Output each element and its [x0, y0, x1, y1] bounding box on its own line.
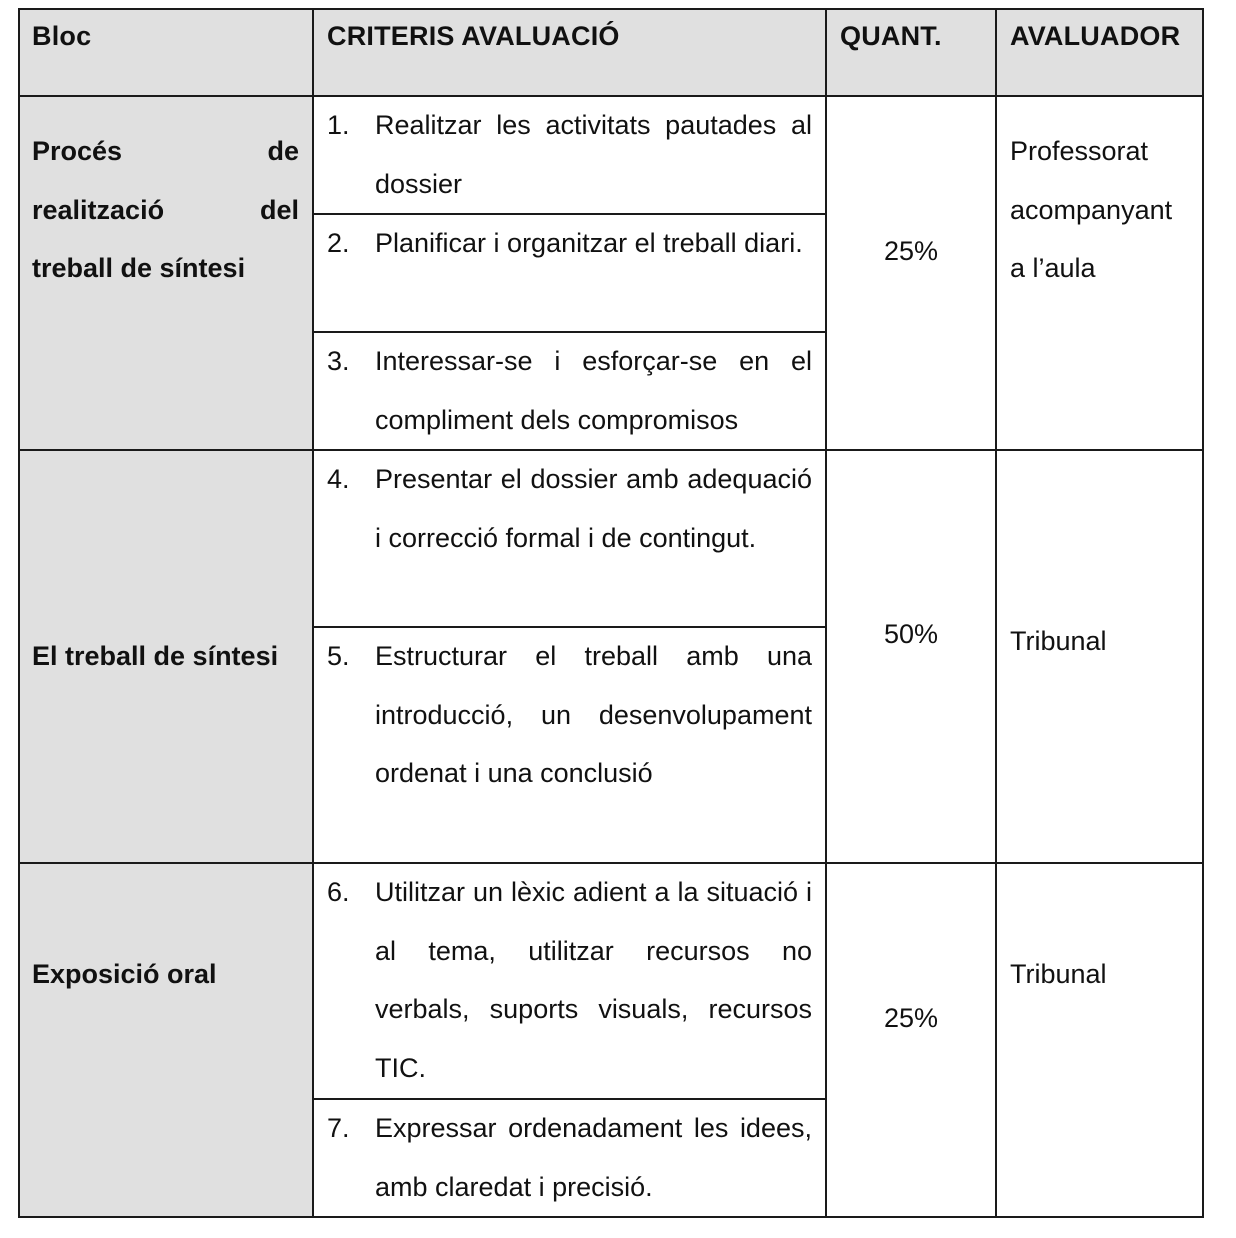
table-border-top: [18, 8, 1204, 10]
criterion-4: [313, 450, 826, 627]
row-3-avaluador: [996, 863, 1204, 1218]
criterion-5-number: 5.: [327, 641, 350, 671]
criterion-7-text: Expressar ordenadament les idees, amb claredat i precisió.: [375, 1113, 812, 1202]
criterion-5-text: Estructurar el treball amb una introducció, un desenvolupament ordenat i una conclusió: [375, 641, 812, 788]
header-divider: [18, 95, 1204, 97]
criterion-2: [313, 214, 826, 332]
row-1-divider: [18, 449, 1204, 451]
header-quant: [826, 8, 996, 96]
row-3-bloc: [18, 863, 313, 1218]
table-border-right: [1202, 8, 1204, 1218]
row-1-avaluador-label: Professorat acompanyant a l’aula: [1010, 136, 1173, 283]
criterion-4-text: Presentar el dossier amb adequació i correcció formal i de contingut.: [375, 464, 812, 553]
criteria-divider-1: [313, 213, 826, 215]
row-1-avaluador: [996, 96, 1204, 450]
criterion-6-number: 6.: [327, 877, 350, 907]
criterion-5: [313, 627, 826, 863]
criterion-7: [313, 1099, 826, 1218]
header-bloc: [18, 8, 313, 96]
row-3-quant-value: 25%: [883, 1002, 939, 1033]
row-2-avaluador-label: Tribunal: [1010, 626, 1107, 657]
criterion-2-number: 2.: [327, 228, 350, 258]
criteria-divider-4: [313, 626, 826, 628]
header-bloc-label: Bloc: [32, 21, 92, 51]
row-2-quant: [826, 450, 996, 818]
header-criteris: [313, 8, 826, 96]
row-1-bloc-label: Procés de realització del treball de síntesi: [32, 136, 299, 283]
row-3-avaluador-label: Tribunal: [1010, 959, 1107, 989]
criteria-divider-2: [313, 331, 826, 333]
column-divider-2: [825, 8, 827, 1218]
row-2-quant-value: 50%: [883, 618, 939, 649]
table-border-left: [18, 8, 20, 1218]
criterion-3-number: 3.: [327, 346, 350, 376]
criterion-3-text: Interessar-se i esforçar-se en el compliment dels compromisos: [375, 346, 812, 435]
criterion-4-number: 4.: [327, 464, 350, 494]
row-1-quant: [826, 96, 996, 406]
criterion-2-text: Planificar i organitzar el treball diari.: [375, 228, 803, 258]
header-avaluador: [996, 8, 1204, 96]
row-3-quant: [826, 863, 996, 1173]
row-2-divider: [18, 862, 1204, 864]
criterion-1-number: 1.: [327, 110, 350, 140]
row-2-bloc: [18, 450, 313, 863]
row-2-bloc-label: El treball de síntesi: [32, 641, 279, 672]
criterion-7-number: 7.: [327, 1113, 350, 1143]
header-criteris-label: CRITERIS AVALUACIÓ: [327, 21, 620, 51]
criterion-1-text: Realitzar les activitats pautades al dossier: [375, 110, 812, 199]
row-3-bloc-label: Exposició oral: [32, 959, 217, 989]
header-avaluador-label: AVALUADOR: [1010, 21, 1181, 51]
evaluation-table: [18, 8, 1204, 1218]
row-2-avaluador: [996, 450, 1204, 863]
column-divider-1: [312, 8, 314, 1218]
table-border-bottom: [18, 1216, 1204, 1218]
header-quant-label: QUANT.: [840, 21, 942, 51]
row-1-quant-value: 25%: [883, 235, 939, 266]
criterion-3: [313, 332, 826, 450]
criterion-6-text: Utilitzar un lèxic adient a la situació i al tema, utilitzar recursos no verbals, suports visuals, recursos TIC.: [375, 877, 812, 1083]
criterion-6: [313, 863, 826, 1099]
column-divider-3: [995, 8, 997, 1218]
row-1-bloc: [18, 96, 313, 450]
criteria-divider-6: [313, 1098, 826, 1100]
criterion-1: [313, 96, 826, 214]
